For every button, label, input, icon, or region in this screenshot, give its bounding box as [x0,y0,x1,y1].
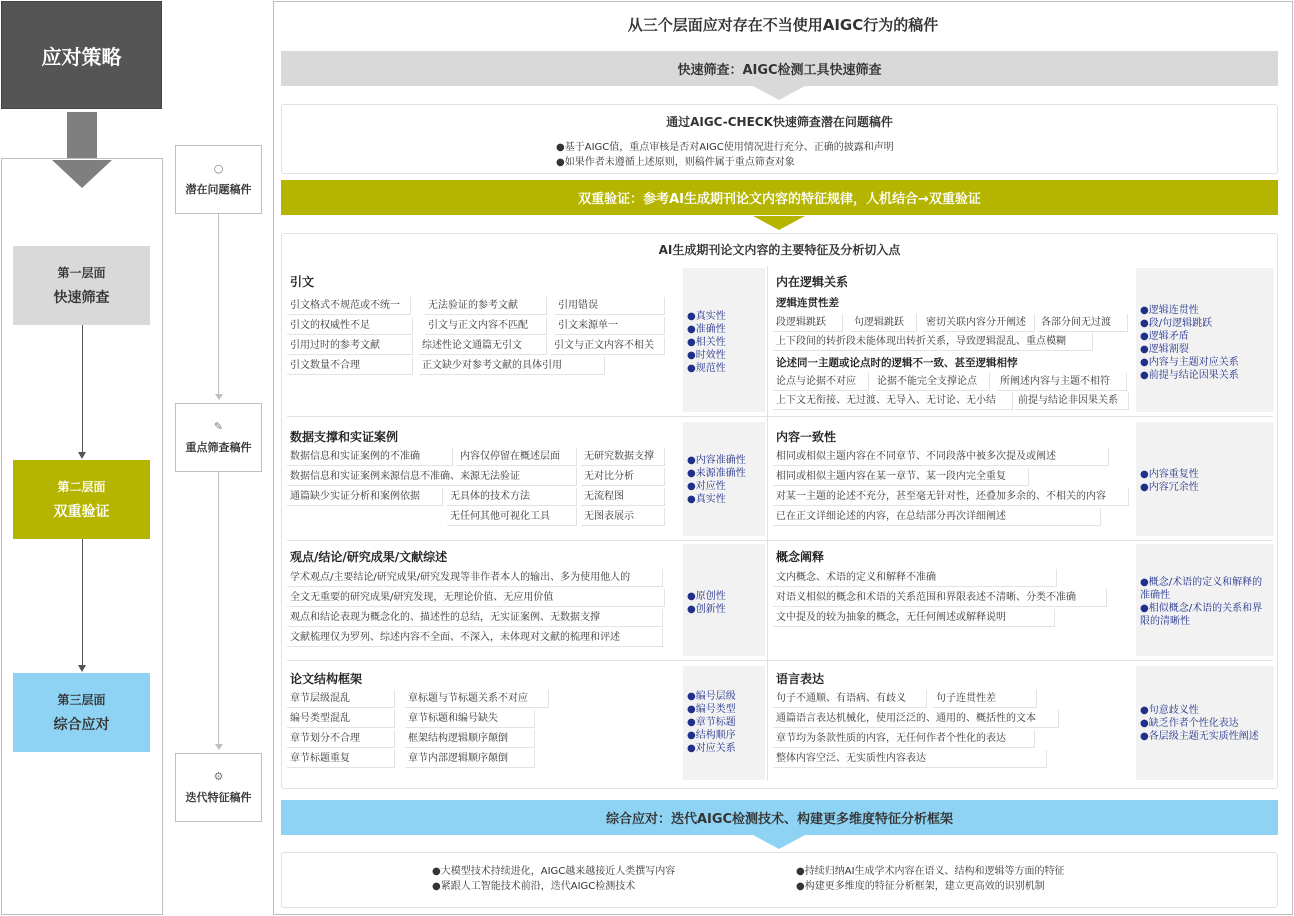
language-cell: 句子连贯性差 [933,690,1037,708]
data-cell: 无具体的技术方法 [447,488,577,506]
big-down-arrow-stem [67,112,97,162]
consistency-tag: ●内容重复性 [1140,469,1199,480]
screen-bullet-2: ●如果作者未遵循上述原则，则稿件属于重点筛查对象 [556,157,795,168]
stage-arrow-1-icon [215,394,223,400]
citation-tag: ●准确性 [687,324,726,335]
band3-pointer-icon [753,835,805,849]
citation-cell: 正文缺少对参考文献的具体引用 [419,357,605,375]
logic-tag: ●内容与主题对应关系 [1140,357,1239,368]
structure-tag: ●编号层级 [687,691,736,702]
logic-cell: 句逻辑跳跃 [851,314,917,332]
connector-arrow-2-icon [78,665,86,672]
connector-line-2 [82,539,83,666]
language-cell: 通篇语言表达机械化，使用泛泛的、通用的、概括性的文本 [773,710,1059,728]
layer-1-box [13,246,150,325]
layer-3-level: 第三层面 [57,693,106,707]
citation-cell: 引用过时的参考文献 [287,337,413,355]
stage-focus-label: 重点筛查稿件 [185,441,252,454]
citation-tag: ●真实性 [687,311,726,322]
logic-cell: 所阐述内容与主题不相符 [997,373,1127,391]
section-consistency-title: 内容一致性 [776,430,837,444]
consistency-tag: ●内容冗余性 [1140,482,1199,493]
stage-iterate-box [175,753,262,822]
layer-3-name: 综合应对 [53,717,110,733]
screen-card-title: 通过AIGC-CHECK快速筛查潜在问题稿件 [666,115,893,129]
logic-cell: 上下文无衔接、无过渡、无导入、无讨论、无小结 [773,392,1013,410]
data-cell: 无任何其他可视化工具 [447,508,577,526]
final-bullet-right-2: ●构建更多维度的特征分析框架，建立更高效的识别机制 [796,881,1045,892]
section-structure-title: 论文结构框架 [290,672,363,686]
viewpoint-cell: 学术观点/主要结论/研究成果/研究发现等非作者本人的输出、多为使用他人的 [287,569,663,587]
data-tag: ●内容准确性 [687,455,746,466]
final-card [281,852,1278,908]
structure-tag: ●对应关系 [687,743,736,754]
big-down-arrow-icon [52,160,112,188]
concept-cell: 文内概念、术语的定义和解释不准确 [773,569,1057,587]
language-tag: ●各层级主题无实质性阐述 [1140,731,1259,742]
section-language-title: 语言表达 [776,672,825,686]
section-data-title: 数据支撑和实证案例 [290,430,399,444]
viewpoint-tag: ●原创性 [687,591,726,602]
structure-cell: 章标题与节标题关系不对应 [405,690,549,708]
viewpoint-cell: 观点和结论表现为概念化的、描述性的总结，无实证案例、无数据支撑 [287,609,663,627]
citation-cell: 引文数量不合理 [287,357,413,375]
language-cell: 章节均为条款性质的内容，无任何作者个性化的表达 [773,730,1035,748]
language-cell: 句子不通顺、有语病、有歧义 [773,690,927,708]
consistency-cell: 相同或相似主题内容在不同章节、不同段落中被多次提及或阐述 [773,448,1109,466]
structure-cell: 章节标题重复 [287,750,395,768]
logic-tag: ●逻辑割裂 [1140,344,1189,355]
logic-cell: 前提与结论非因果关系 [1015,392,1129,410]
structure-cell: 章节标题和编号缺失 [405,710,535,728]
structure-cell: 章节划分不合理 [287,730,395,748]
screen-bullet-1: ●基于AIGC值，重点审核是否对AIGC使用情况进行充分、正确的披露和声明 [556,142,894,153]
consistency-cell: 已在正文详细论述的内容，在总结部分再次详细阐述 [773,508,1101,526]
citation-cell: 引文的权威性不足 [287,317,413,335]
citation-tag: ●规范性 [687,363,726,374]
layer-1-name: 快速筛查 [53,290,110,306]
data-cell: 数据信息和实证案例来源信息不准确、来源无法验证 [287,468,577,486]
structure-cell: 编号类型混乱 [287,710,395,728]
citation-tag-box [683,268,765,412]
features-title: AI生成期刊论文内容的主要特征及分析切入点 [658,243,901,257]
final-bullet-right-1: ●持续归纳AI生成学术内容在语义、结构和逻辑等方面的特征 [796,866,1065,877]
logic-cell: 密切关联内容分开阐述 [923,314,1035,332]
viewpoint-cell: 文献梳理仅为罗列、综述内容不全面、不深入，未体现对文献的梳理和评述 [287,629,663,647]
concept-cell: 文中提及的较为抽象的概念，无任何阐述或解释说明 [773,609,1055,627]
structure-tag: ●章节标题 [687,717,736,728]
concept-tag: ●概念/术语的定义和解释的准确性 [1140,577,1263,601]
logic-cell: 段逻辑跳跃 [773,314,843,332]
data-tag: ●来源准确性 [687,468,746,479]
band-quick-screen [281,51,1278,86]
logic-tag: ●逻辑矛盾 [1140,331,1189,342]
stage-line-1 [218,214,219,394]
logic-tag: ●前提与结论因果关系 [1140,370,1239,381]
data-cell: 内容仅停留在概述层面 [457,448,577,466]
consistency-tag-box [1136,422,1274,536]
consistency-cell: 相同或相似主题内容在某一章节、某一段内完全重复 [773,468,1029,486]
structure-cell: 框架结构逻辑顺序颠倒 [405,730,535,748]
features-column-divider [767,266,768,781]
layer-2-name: 双重验证 [53,504,110,520]
structure-tag-box [683,666,765,780]
logic-cell: 论点与论据不对应 [773,373,869,391]
final-bullet-left-2: ●紧跟人工智能技术前沿，迭代AIGC检测技术 [432,881,636,892]
data-cell: 无图表展示 [581,508,665,526]
citation-cell: 无法验证的参考文献 [425,297,547,315]
structure-tag: ●结构顺序 [687,730,736,741]
data-tag: ●对应性 [687,481,726,492]
layer-2-box [13,460,150,539]
language-cell: 整体内容空泛、无实质性内容表达 [773,750,1047,768]
concept-tag-box [1136,544,1274,656]
data-cell: 无研究数据支撑 [581,448,665,466]
section-logic-title: 内在逻辑关系 [776,275,849,289]
stage-potential-box [175,145,262,214]
layer-3-box [13,673,150,752]
logic-tag: ●段/句逻辑跳跃 [1140,318,1213,329]
citation-cell: 引文格式不规范或不统一 [287,297,411,315]
structure-tag: ●编号类型 [687,704,736,715]
citation-tag: ●时效性 [687,350,726,361]
citation-cell: 综述性论文通篇无引文 [419,337,547,355]
connector-arrow-1-icon [78,452,86,459]
strategy-title: 应对策略 [41,44,122,69]
consistency-cell: 对某一主题的论述不充分，甚至毫无针对性，还叠加多余的、不相关的内容 [773,488,1129,506]
concept-cell: 对语义相似的概念和术语的关系范围和界限表述不清晰、分类不准确 [773,589,1107,607]
logic-sub-heading: 论述同一主题或论点时的逻辑不一致、甚至逻辑相悖 [776,357,1018,369]
viewpoint-tag: ●创新性 [687,604,726,615]
layer-2-level: 第二层面 [57,480,106,494]
structure-cell: 章节内部逻辑顺序颠倒 [405,750,535,768]
language-tag-box [1136,666,1274,780]
logic-cell: 上下段间的转折段未能体现出转折关系，导致逻辑混乱、重点模糊 [773,333,1093,351]
strategy-title-box [1,1,162,109]
stage-arrow-2-icon [215,744,223,750]
data-cell: 数据信息和实证案例的不准确 [287,448,453,466]
language-tag: ●句意歧义性 [1140,705,1199,716]
data-cell: 通篇缺少实证分析和案例依据 [287,488,443,506]
pen-icon: ✎ [213,420,224,433]
section-viewpoint-title: 观点/结论/研究成果/文献综述 [290,550,448,564]
stage-focus-box [175,403,262,472]
band-quick-screen-label: 快速筛查：AIGC检测工具快速筛查 [677,63,882,78]
viewpoint-tag-box [683,544,765,656]
viewpoint-cell: 全文无重要的研究成果/研究发现，无理论价值、无应用价值 [287,589,665,607]
layer-1-level: 第一层面 [57,266,106,280]
citation-tag: ●相关性 [687,337,726,348]
logic-tag-box [1136,268,1274,412]
structure-cell: 章节层级混乱 [287,690,395,708]
row-divider-3 [287,660,1273,661]
band2-pointer-icon [753,216,805,230]
row-divider-1 [287,416,1273,417]
concept-tag: ●相似概念/术语的关系和界限的清晰性 [1140,603,1263,627]
citation-cell: 引文来源单一 [555,317,665,335]
stage-iterate-label: 迭代特征稿件 [185,791,252,804]
band-comprehensive [281,800,1278,835]
language-tag: ●缺乏作者个性化表达 [1140,718,1239,729]
band-double-verify-label: 双重验证：参考AI生成期刊论文内容的特征规律，人机结合→双重验证 [578,192,981,207]
citation-cell: 引用错误 [555,297,665,315]
row-divider-2 [287,540,1273,541]
band-comprehensive-label: 综合应对：迭代AIGC检测技术、构建更多维度特征分析框架 [605,812,954,827]
band1-pointer-icon [753,86,805,100]
screen-card [281,104,1278,174]
data-tag-box [683,422,765,536]
logic-cell: 各部分间无过渡 [1038,314,1128,332]
band-double-verify [281,180,1278,215]
logic-sub-heading: 逻辑连贯性差 [776,297,839,309]
data-cell: 无流程图 [581,488,665,506]
gear-icon: ⚙ [213,770,224,783]
main-title: 从三个层面应对存在不当使用AIGC行为的稿件 [627,16,939,34]
section-concept-title: 概念阐释 [776,550,825,564]
data-tag: ●真实性 [687,494,726,505]
section-citation-title: 引文 [290,275,315,289]
logic-cell: 论据不能完全支撑论点 [874,373,990,391]
citation-cell: 引文与正文内容不匹配 [425,317,547,335]
stage-potential-label: 潜在问题稿件 [185,183,252,196]
logic-tag: ●逻辑连贯性 [1140,305,1199,316]
final-bullet-left-1: ●大模型技术持续进化，AIGC越来越接近人类撰写内容 [432,866,676,877]
citation-cell: 引文与正文内容不相关 [551,337,665,355]
connector-line-1 [82,325,83,453]
stage-line-2 [218,472,219,744]
data-cell: 无对比分析 [581,468,665,486]
search-icon: ○ [213,162,224,175]
